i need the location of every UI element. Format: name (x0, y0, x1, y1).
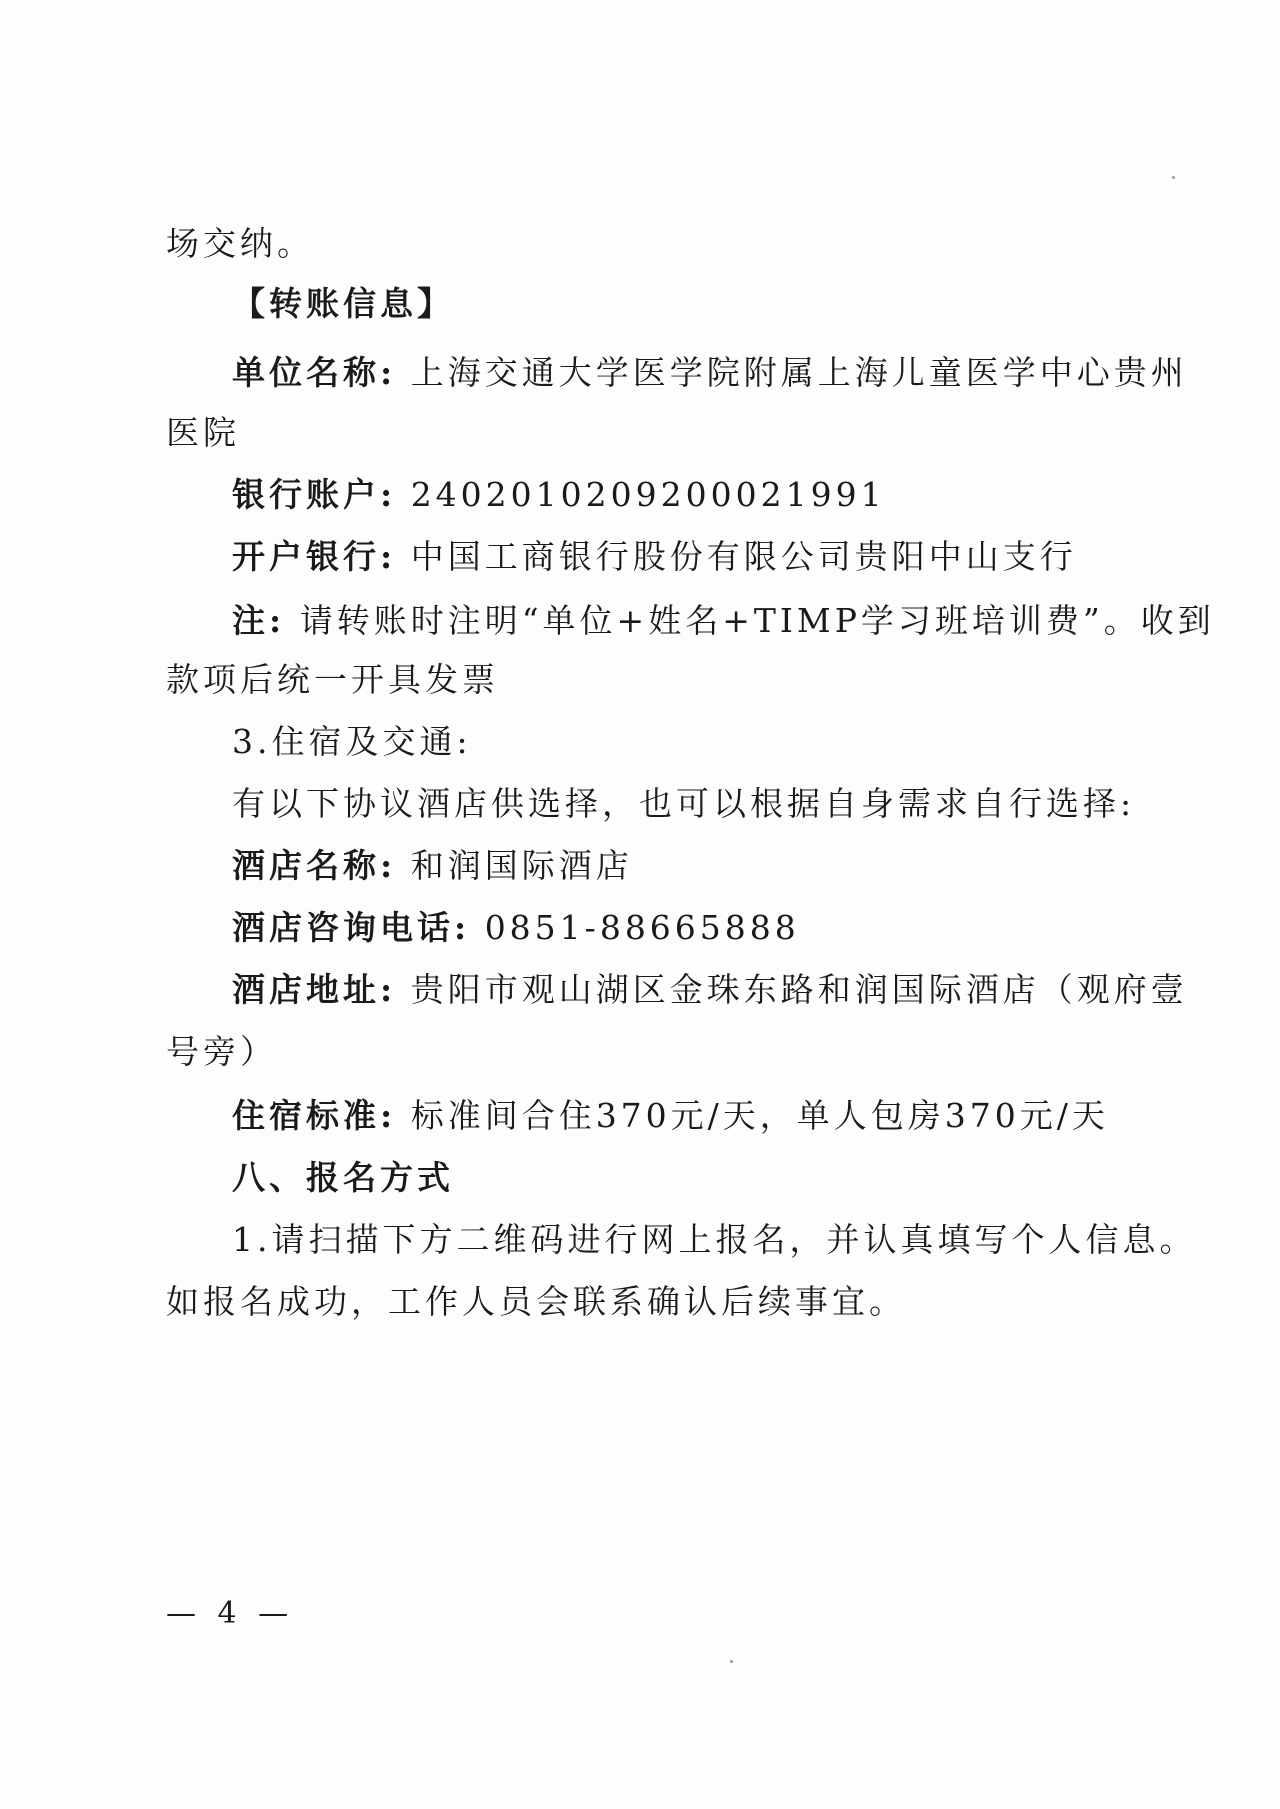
hotel-phone-label: 酒店咨询电话: (232, 908, 471, 947)
registration-step-1 (232, 1220, 1197, 1260)
payee-name-value: 上海交通大学医学院附属上海儿童医学中心贵州 (410, 353, 1188, 392)
scan-speck (730, 1660, 733, 1663)
transfer-info-heading (232, 284, 454, 324)
heading-text: 八、报名方式 (232, 1158, 454, 1197)
hotel-intro-line (232, 784, 1135, 824)
page-number: — 4 — (166, 1596, 295, 1631)
note-value: 请转账时注明“单位+姓名+TIMP学习班培训费”。收到 (299, 601, 1215, 640)
scan-speck (1172, 176, 1175, 179)
hotel-name-label: 酒店名称: (232, 846, 397, 885)
lodging-section-title (232, 722, 472, 762)
bank-account-line (232, 475, 886, 515)
hotel-name-value: 和润国际酒店 (410, 846, 633, 885)
note-wrap (166, 660, 499, 700)
note-label: 注: (232, 601, 286, 640)
bank-account-value: 2402010209200021991 (410, 475, 886, 514)
line-text: 医院 (166, 413, 240, 452)
payee-name-wrap (166, 413, 240, 453)
heading-text: 【转账信息】 (232, 284, 454, 323)
line-text: 号旁） (166, 1032, 277, 1071)
registration-step-1-wrap (166, 1282, 906, 1322)
text-line-continuation (166, 224, 314, 264)
payee-name-line (232, 353, 1188, 393)
line-text: 3.住宿及交通: (232, 722, 472, 761)
bank-account-label: 银行账户: (232, 475, 397, 514)
hotel-address-label: 酒店地址: (232, 970, 397, 1009)
lodging-rate-label: 住宿标准: (232, 1096, 397, 1135)
bank-name-line (232, 537, 1077, 577)
bank-name-value: 中国工商银行股份有限公司贵阳中山支行 (410, 537, 1077, 576)
line-text: 如报名成功，工作人员会联系确认后续事宜。 (166, 1282, 906, 1321)
bank-name-label: 开户银行: (232, 537, 397, 576)
registration-heading (232, 1158, 454, 1198)
hotel-address-line (232, 970, 1188, 1010)
hotel-name-line (232, 846, 633, 886)
lodging-rate-line (232, 1096, 1109, 1136)
note-line (232, 601, 1215, 641)
line-text: 1.请扫描下方二维码进行网上报名，并认真填写个人信息。 (232, 1220, 1197, 1259)
hotel-phone-line (232, 908, 800, 948)
line-text: 场交纳。 (166, 224, 314, 263)
lodging-rate-value: 标准间合住370元/天，单人包房370元/天 (410, 1096, 1109, 1135)
hotel-address-wrap (166, 1032, 277, 1072)
hotel-address-value: 贵阳市观山湖区金珠东路和润国际酒店（观府壹 (410, 970, 1188, 1009)
hotel-phone-value: 0851-88665888 (484, 908, 800, 947)
line-text: 款项后统一开具发票 (166, 660, 499, 699)
payee-name-label: 单位名称: (232, 353, 397, 392)
line-text: 有以下协议酒店供选择，也可以根据自身需求自行选择: (232, 784, 1136, 823)
